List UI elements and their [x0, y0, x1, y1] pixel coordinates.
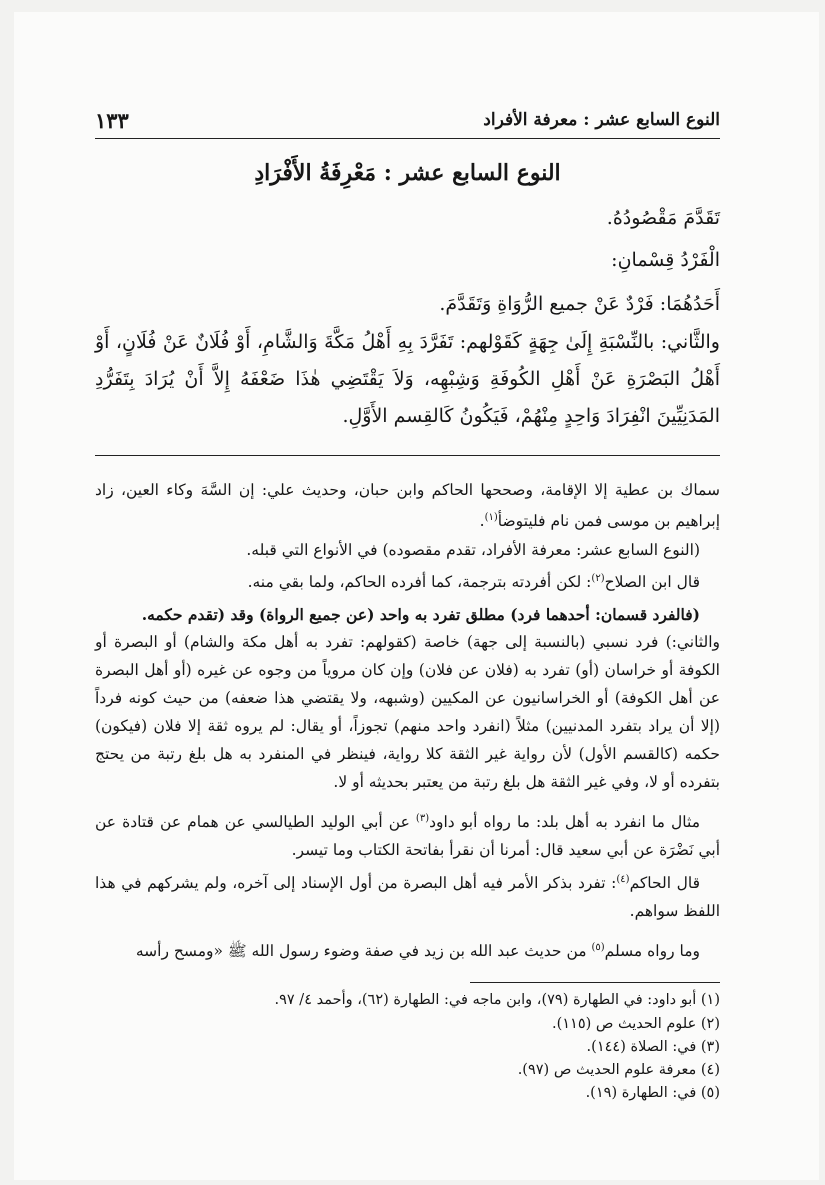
commentary-text: : لكن أفردته بترجمة، كما أفرده الحاكم، ولما بقي منه. — [247, 573, 592, 592]
footnote-1: (١) أبو داود: في الطهارة (٧٩)، وابن ماجه في: الطهارة (٦٢)، وأحمد ٤/ ٩٧. — [274, 992, 720, 1008]
commentary-paragraph-2: (النوع السابع عشر: معرفة الأفراد، تقدم مقصوده) في الأنواع التي قبله. — [246, 541, 700, 559]
main-paragraph-2: الْفَرْدُ قِسْمانِ: — [611, 249, 720, 271]
footnote-ref: (٤) — [616, 874, 630, 885]
main-paragraph-1: تَقَدَّمَ مَقْصُودُهُ. — [606, 207, 720, 229]
commentary-paragraph-8 — [95, 934, 720, 965]
commentary-paragraph-3 — [95, 565, 720, 596]
commentary-paragraph-1 — [95, 476, 720, 535]
footnote-2: (٢) علوم الحديث ص (١١٥). — [551, 1016, 720, 1032]
footnote-ref: (٥) — [591, 942, 605, 953]
commentary-paragraph-4: (فالفرد قسمان: أحدهما فرد) مطلق تفرد به واحد (عن جميع الرواة) وقد (تقدم حكمه. — [141, 605, 700, 624]
commentary-text: قال الحاكم — [629, 874, 700, 893]
divider-main — [95, 455, 720, 456]
commentary-text: وما رواه مسلم — [604, 942, 700, 961]
commentary-text: مثال ما انفرد به أهل بلد: ما رواه أبو داود — [429, 813, 700, 832]
footnote-5: (٥) في: الطهارة (١٩). — [585, 1085, 720, 1101]
footnote-4: (٤) معرفة علوم الحديث ص (٩٧). — [517, 1062, 720, 1078]
footnote-ref: (٣) — [415, 813, 430, 824]
punctuation: . — [479, 512, 485, 531]
chapter-title: النوع السابع عشر : مَعْرِفَةُ الأَفْرَادِ — [254, 160, 561, 186]
footnote-3: (٣) في: الصلاة (١٤٤). — [586, 1039, 720, 1055]
divider-footnotes — [470, 982, 720, 983]
footnote-ref: (١) — [484, 512, 498, 523]
commentary-text: عن أبي الوليد الطيالسي عن همام عن قتادة عن أبي نَضْرَة عن أبي سعيد قال: أمرنا أن نقرأ بفاتحة الكتاب وما تيسر. — [95, 813, 720, 860]
commentary-paragraph-7 — [95, 866, 720, 925]
page-number: ١٣٣ — [95, 108, 129, 133]
main-paragraph-3: أَحَدُهُمَا: فَرْدٌ عَنْ جميع الرُّوَاةِ وَتَقَدَّمَ. — [439, 293, 720, 315]
running-title: النوع السابع عشر : معرفة الأفراد — [483, 110, 720, 130]
commentary-text: قال ابن الصلاح — [604, 573, 700, 592]
commentary-text: سماك بن عطية إلا الإقامة، وصححها الحاكم وابن حبان، وحديث علي: إن السَّهَ وكاء العين، زاد إبراهيم بن موسى فمن نام فليتوضأ — [95, 481, 720, 531]
page-header — [95, 104, 720, 139]
footnote-ref: (٢) — [591, 573, 605, 584]
commentary-paragraph-5: والثاني:) فرد نسبي (بالنسبة إلى جهة) خاصة (كقولهم: تفرد به أهل مكة والشام) أو البصرة أو الكوفة أو خراسان (أو) تفرد به (فلان عن فلان) وإن كان مروياً من وجوه عن غيره (أو أهل البصرة عن أهل الكوفة) أو الخراسانيون عن المكيين (وشبهه، ولا يقتضي هذا ضعفه) من حيث كونه فرداً (إلا أن يراد بتفرد المدنيين) مثلاً (انفرد واحد منهم) تجوزاً، أو يقال: لم يروه ثقة إلا فلان (فيكون) حكمه (كالقسم الأول) لأن رواية غير الثقة كلا رواية، فينظر في المنفرد به هل بلغ رتبة من يحتج بتفرده أو لا، وفي غير الثقة هل بلغ رتبة من يعتبر بحديثه أو لا. — [95, 633, 720, 791]
main-paragraph-4: والثَّاني: بالنِّسْبَةِ إِلَىٰ جِهَةٍ كَقَوْلهم: تَفَرَّدَ بِهِ أَهْلُ مَكَّةَ وَالشَّامِ، أَوْ فُلَانٌ عَنْ فُلَانٍ، أَوْ أَهْلُ البَصْرَةِ عَنْ أَهْلِ الكُوفَةِ وَشِبْهِه، وَلاَ يَقْتَضِي هٰذَا ضَعْفَهُ إِلاَّ أَنْ يُرَادَ بِتَفَرُّدِ المَدَنِيِّينَ انْفِرَادَ وَاحِدٍ مِنْهُمْ، فَيَكُونُ كَالقِسم الأَوَّلِ. — [95, 331, 720, 427]
commentary-text: من حديث عبد الله بن زيد في صفة وضوء رسول الله ﷺ «ومسح رأسه — [135, 942, 592, 961]
commentary-text: : تفرد بذكر الأمر فيه أهل البصرة من أول الإسناد إلى آخره، ولم يشركهم في هذا اللفظ سواهم. — [95, 874, 720, 921]
commentary-paragraph-6 — [95, 805, 720, 864]
